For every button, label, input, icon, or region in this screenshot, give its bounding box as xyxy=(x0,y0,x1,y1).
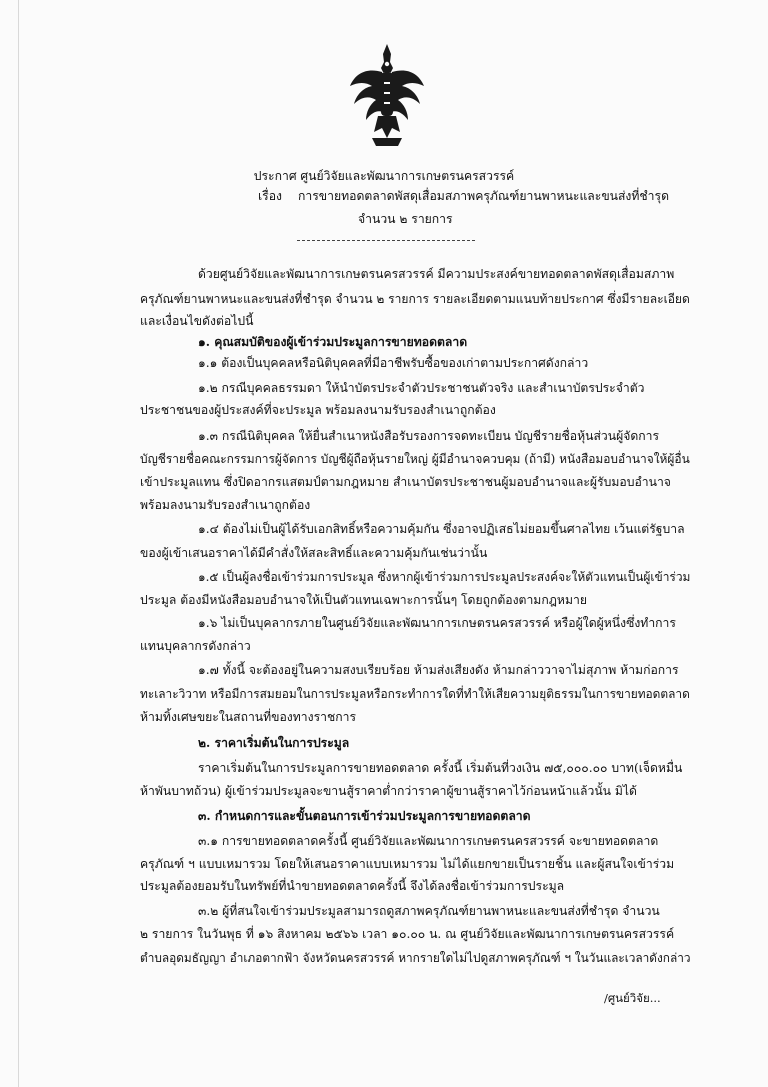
paragraph-line: ๑.๔ ต้องไม่เป็นผู้ได้รับเอกสิทธิ์หรือความคุ้มกัน ซึ่งอาจปฏิเสธไม่ยอมขึ้นศาลไทย เว้นแต่รัฐบาล xyxy=(198,522,685,536)
paragraph-line: ครุภัณฑ์ ฯ แบบเหมารวม โดยให้เสนอราคาแบบเหมารวม ไม่ได้แยกขายเป็นรายชิ้น และผู้สนใจเข้าร่วม xyxy=(140,857,675,871)
paragraph-line: ประมูลต้องยอมรับในทรัพย์ที่นำขายทอดตลาดครั้งนี้ จึงได้ลงชื่อเข้าร่วมการประมูล xyxy=(140,879,565,893)
item-count: จำนวน ๒ รายการ xyxy=(358,212,453,226)
paragraph-line: ๑.๓ กรณีนิติบุคคล ให้ยื่นสำเนาหนังสือรับรองการจดทะเบียน บัญชีรายชื่อหุ้นส่วนผู้จัดการ xyxy=(198,429,660,443)
paragraph-line: ราคาเริ่มต้นในการประมูลการขายทอดตลาด ครั้งนี้ เริ่มต้นที่วงเงิน ๗๕,๐๐๐.๐๐ บาท(เจ็ดหมื่น xyxy=(198,761,683,775)
paragraph-line: ๒ รายการ ในวันพุธ ที่ ๑๖ สิงหาคม ๒๕๖๖ เวลา ๑๐.๐๐ น. ณ ศูนย์วิจัยและพัฒนาการเกษตรนครสวรรค์ xyxy=(140,927,675,941)
intro-line: ด้วยศูนย์วิจัยและพัฒนาการเกษตรนครสวรรค์ มีความประสงค์ขายทอดตลาดพัสดุเสื่อมสภาพ xyxy=(198,267,675,281)
subject-label: เรื่อง xyxy=(258,189,282,203)
section-heading: ๓. กำหนดการและขั้นตอนการเข้าร่วมประมูลการขายทอดตลาด xyxy=(198,809,531,823)
paragraph-line: ๑.๕ เป็นผู้ลงชื่อเข้าร่วมการประมูล ซึ่งหากผู้เข้าร่วมการประมูลประสงค์จะให้ตัวแทนเป็นผู้เข้าร่วม xyxy=(198,570,691,584)
divider xyxy=(297,240,475,241)
paragraph-line: ตำบลอุดมธัญญา อำเภอตากฟ้า จังหวัดนครสวรรค์ หากรายใดไม่ไปดูสภาพครุภัณฑ์ ฯ ในวันและเวลาดังกล่าว xyxy=(140,951,691,965)
garuda-emblem-icon xyxy=(348,42,426,150)
section-heading: ๑. คุณสมบัติของผู้เข้าร่วมประมูลการขายทอดตลาด xyxy=(198,335,468,349)
paragraph-line: เข้าประมูลแทน ซึ่งปิดอากรแสตมป์ตามกฎหมาย สำเนาบัตรประชาชนผู้มอบอำนาจและผู้รับมอบอำนาจ xyxy=(140,475,671,489)
paragraph-line: ห้ามทิ้งเศษขยะในสถานที่ของทางราชการ xyxy=(140,710,357,724)
continued-marker: /ศูนย์วิจัย... xyxy=(604,991,661,1005)
paragraph-line: ๓.๑ การขายทอดตลาดครั้งนี้ ศูนย์วิจัยและพัฒนาการเกษตรนครสวรรค์ จะขายทอดตลาด xyxy=(198,834,659,848)
page-edge xyxy=(18,0,19,1087)
paragraph-line: ประชาชนของผู้ประสงค์ที่จะประมูล พร้อมลงนามรับรองสำเนาถูกต้อง xyxy=(140,403,496,417)
section-heading: ๒. ราคาเริ่มต้นในการประมูล xyxy=(198,736,350,750)
paragraph-line: ๑.๗ ทั้งนี้ จะต้องอยู่ในความสงบเรียบร้อย ห้ามส่งเสียงดัง ห้ามกล่าววาจาไม่สุภาพ ห้ามก่อการ xyxy=(198,663,679,677)
paragraph-line: ๑.๒ กรณีบุคคลธรรมดา ให้นำบัตรประจำตัวประชาชนตัวจริง และสำเนาบัตรประจำตัว xyxy=(198,381,645,395)
paragraph-line: พร้อมลงนามรับรองสำเนาถูกต้อง xyxy=(140,498,311,512)
paragraph-line: ๑.๑ ต้องเป็นบุคคลหรือนิติบุคคลที่มีอาชีพรับซื้อของเก่าตามประกาศดังกล่าว xyxy=(198,356,589,370)
subject-text: การขายทอดตลาดพัสดุเสื่อมสภาพครุภัณฑ์ยานพาหนะและขนส่งที่ชำรุด xyxy=(298,189,669,203)
paragraph-line: ของผู้เข้าเสนอราคาได้มีคำสั่งให้สละสิทธิ์และความคุ้มกันเช่นว่านั้น xyxy=(140,546,488,560)
paragraph-line: บัญชีรายชื่อคณะกรรมการผู้จัดการ บัญชีผู้ถือหุ้นรายใหญ่ ผู้มีอำนาจควบคุม (ถ้ามี) หนังสือมอบอำนาจให้ผู้อื่น xyxy=(140,452,690,466)
intro-line: และเงื่อนไขดังต่อไปนี้ xyxy=(140,314,254,328)
announcement-title: ประกาศ ศูนย์วิจัยและพัฒนาการเกษตรนครสวรรค์ xyxy=(253,169,515,183)
paragraph-line: แทนบุคลากรดังกล่าว xyxy=(140,639,251,653)
intro-line: ครุภัณฑ์ยานพาหนะและขนส่งที่ชำรุด จำนวน ๒ รายการ รายละเอียดตามแนบท้ายประกาศ ซึ่งมีรายละเอียด xyxy=(140,292,690,306)
paragraph-line: ประมูล ต้องมีหนังสือมอบอำนาจให้เป็นตัวแทนเฉพาะการนั้นๆ โดยถูกต้องตามกฎหมาย xyxy=(140,593,587,607)
paragraph-line: ๓.๒ ผู้ที่สนใจเข้าร่วมประมูลสามารถดูสภาพครุภัณฑ์ยานพาหนะและขนส่งที่ชำรุด จำนวน xyxy=(198,904,660,918)
paragraph-line: ๑.๖ ไม่เป็นบุคลากรภายในศูนย์วิจัยและพัฒนาการเกษตรนครสวรรค์ หรือผู้ใดผู้หนึ่งซึ่งทำการ xyxy=(198,616,676,630)
paragraph-line: ห้าพันบาทถ้วน) ผู้เข้าร่วมประมูลจะขานสู้ราคาต่ำกว่าราคาผู้ขานสู้ราคาไว้ก่อนหน้าแล้วนั้น มิได้ xyxy=(140,784,637,798)
paragraph-line: ทะเลาะวิวาท หรือมีการสมยอมในการประมูลหรือกระทำการใดที่ทำให้เสียความยุติธรรมในการขายทอดตลาด xyxy=(140,687,690,701)
